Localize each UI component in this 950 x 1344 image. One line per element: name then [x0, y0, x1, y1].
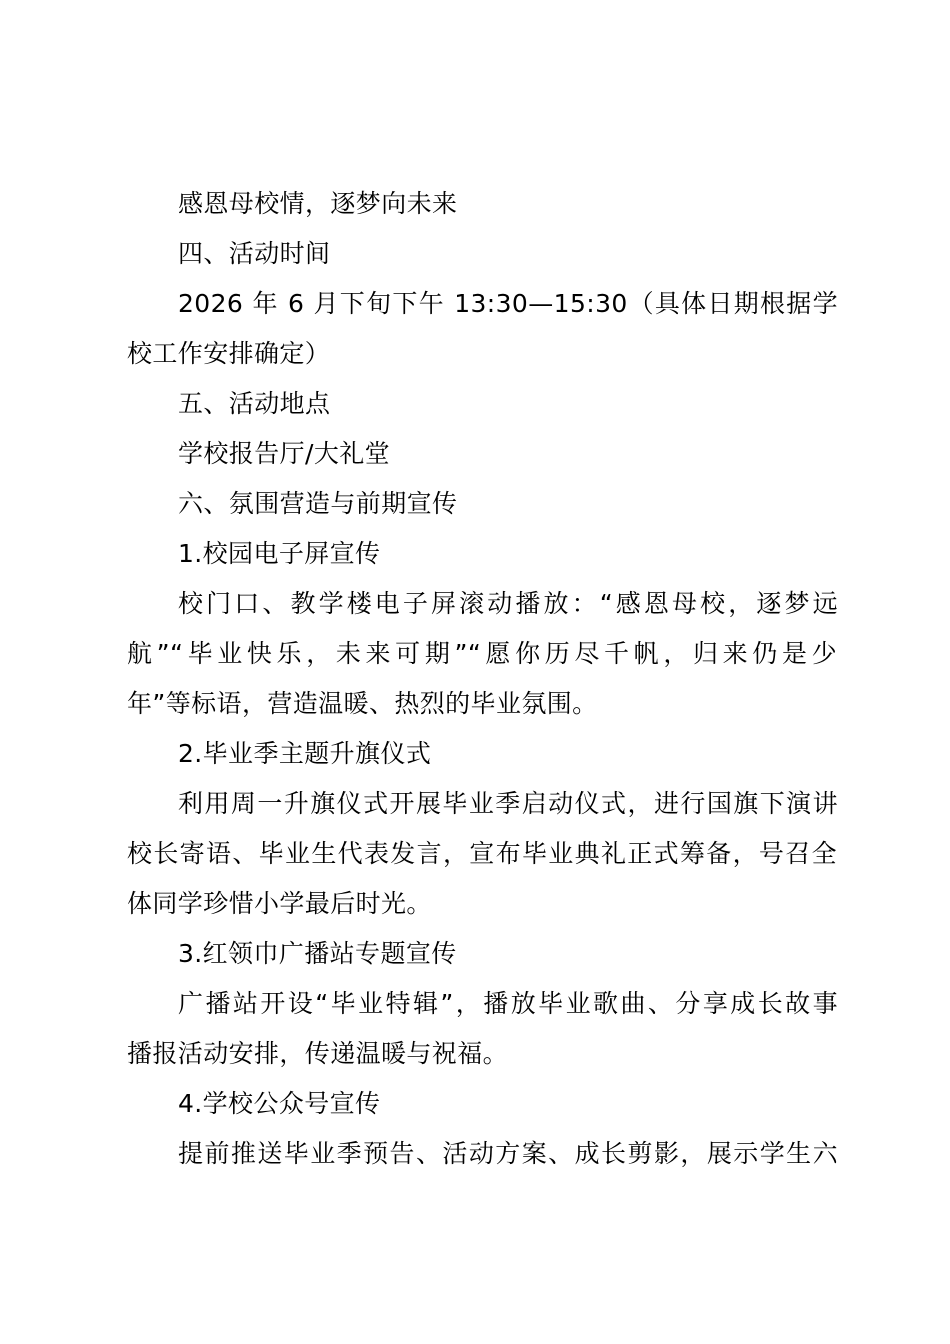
theme-line: 感恩母校情，逐梦向未来	[178, 189, 458, 218]
subheading-wechat: 4.学校公众号宣传	[178, 1089, 381, 1118]
flag-ceremony-line-1: 利用周一升旗仪式开展毕业季启动仪式，进行国旗下演讲	[178, 789, 838, 818]
section-heading-atmosphere: 六、氛围营造与前期宣传	[178, 489, 458, 518]
broadcast-line-2: 播报活动安排，传递温暖与祝福。	[127, 1039, 509, 1068]
subheading-screen-promo: 1.校园电子屏宣传	[178, 539, 381, 568]
screen-promo-line-2: 航”“毕业快乐，未来可期”“愿你历尽千帆，归来仍是少	[127, 639, 837, 668]
location-paragraph: 学校报告厅/大礼堂	[178, 439, 391, 468]
flag-ceremony-line-2: 校长寄语、毕业生代表发言，宣布毕业典礼正式筹备，号召全	[127, 839, 837, 868]
section-heading-time: 四、活动时间	[178, 239, 331, 268]
flag-ceremony-line-3: 体同学珍惜小学最后时光。	[127, 889, 432, 918]
wechat-line-1: 提前推送毕业季预告、活动方案、成长剪影，展示学生六	[178, 1139, 838, 1168]
screen-promo-line-1: 校门口、教学楼电子屏滚动播放：“感恩母校，逐梦远	[178, 589, 838, 618]
screen-promo-line-3: 年”等标语，营造温暖、热烈的毕业氛围。	[127, 689, 598, 718]
subheading-broadcast: 3.红领巾广播站专题宣传	[178, 939, 457, 968]
broadcast-line-1: 广播站开设“毕业特辑”，播放毕业歌曲、分享成长故事	[178, 989, 838, 1018]
time-paragraph-line-2: 校工作安排确定）	[127, 339, 331, 368]
time-paragraph-line-1: 2026 年 6 月下旬下午 13:30—15:30（具体日期根据学	[178, 289, 838, 318]
section-heading-location: 五、活动地点	[178, 389, 331, 418]
subheading-flag-ceremony: 2.毕业季主题升旗仪式	[178, 739, 432, 768]
